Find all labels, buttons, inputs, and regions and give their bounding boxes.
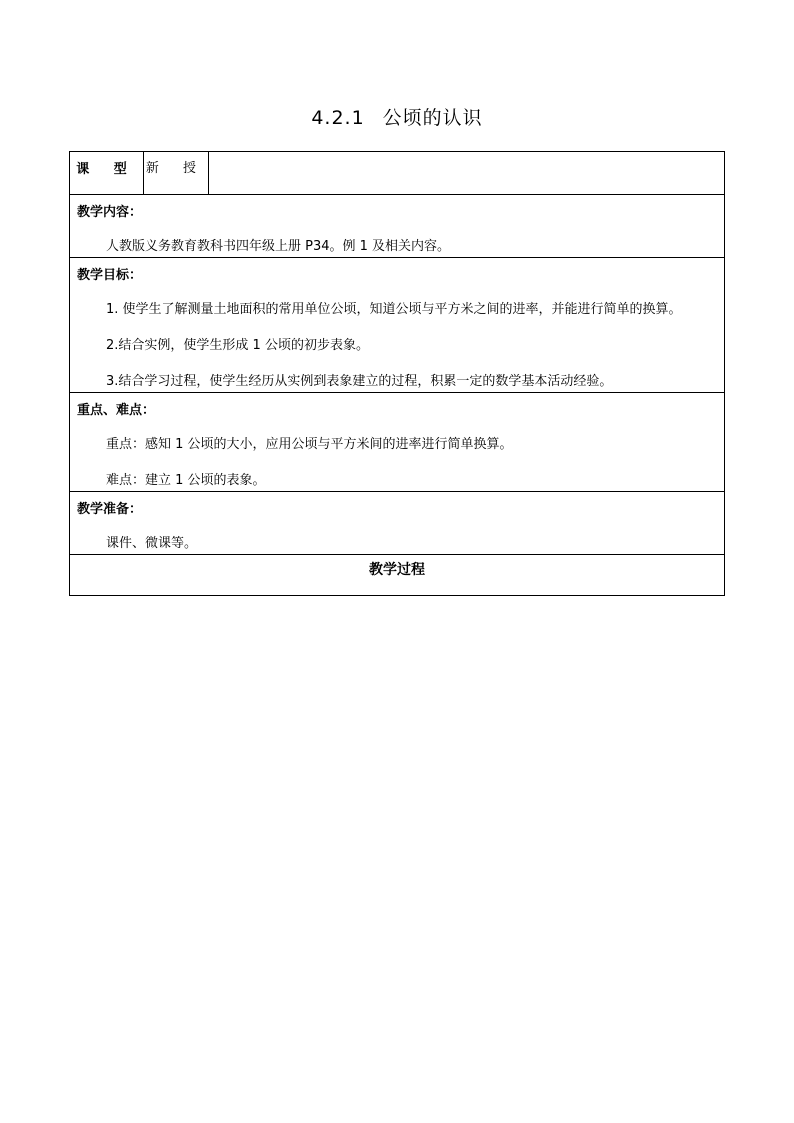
objective-item-3: 3.结合学习过程，使学生经历从实例到表象建立的过程，积累一定的数学基本活动经验。 [106, 374, 613, 389]
objectives-section [70, 258, 725, 393]
objective-item-1: 1. 使学生了解测量土地面积的常用单位公顷，知道公顷与平方米之间的进率，并能进行简单的换算。 [106, 302, 682, 317]
objective-item-2: 2.结合实例，使学生形成 1 公顷的初步表象。 [106, 338, 369, 353]
key-points-heading: 重点、难点： [77, 403, 156, 418]
content-heading: 教学内容： [77, 205, 143, 220]
objectives-heading: 教学目标： [77, 268, 143, 283]
key-point-line: 重点：感知 1 公顷的大小，应用公顷与平方米间的进率进行简单换算。 [106, 437, 513, 452]
lesson-plan-table [69, 151, 725, 596]
page-title [0, 103, 794, 130]
lesson-type-label: 课 型 [70, 152, 144, 195]
difficulty-line: 难点：建立 1 公顷的表象。 [106, 473, 266, 488]
preparation-heading: 教学准备： [77, 502, 143, 517]
key-points-section [70, 393, 725, 492]
lesson-type-value: 新 授 [144, 152, 209, 195]
process-row [70, 555, 725, 596]
title-text: 公顷的认识 [382, 107, 483, 129]
preparation-section [70, 492, 725, 555]
content-line: 人教版义务教育教科书四年级上册 P34。例 1 及相关内容。 [106, 239, 451, 254]
lesson-type-blank [209, 152, 725, 195]
content-section [70, 195, 725, 258]
lesson-type-row [70, 152, 725, 195]
process-heading: 教学过程 [70, 555, 725, 596]
title-number: 4.2.1 [311, 107, 365, 129]
preparation-line: 课件、微课等。 [106, 536, 198, 551]
